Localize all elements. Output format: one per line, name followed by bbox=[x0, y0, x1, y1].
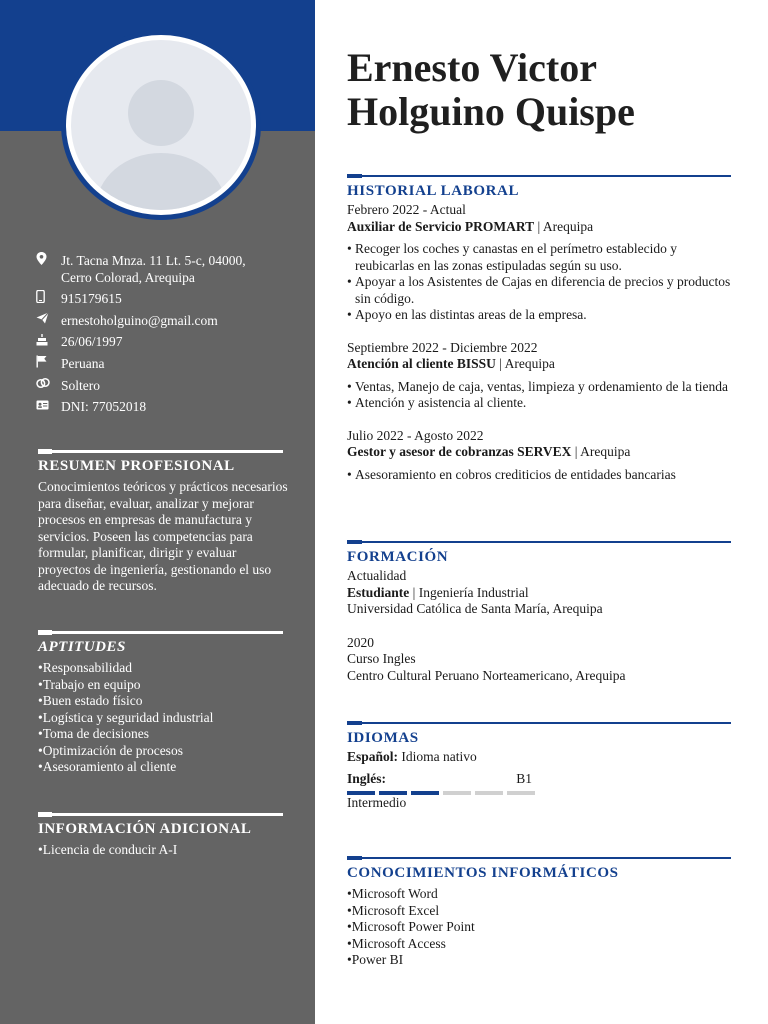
job-duties bbox=[347, 241, 732, 324]
id-card-icon bbox=[36, 398, 61, 415]
languages-divider bbox=[347, 722, 731, 724]
list-item: • Licencia de conducir A-I bbox=[38, 842, 288, 859]
avatar bbox=[61, 30, 261, 220]
job-dates: Septiembre 2022 - Diciembre 2022 bbox=[347, 339, 538, 355]
list-item: • Recoger los coches y canastas en el perímetro establecido y reubicarlas en las zonas estipuladas según su uso. bbox=[347, 241, 732, 274]
job-separator: | bbox=[495, 356, 505, 371]
job-dates: Febrero 2022 - Actual bbox=[347, 202, 466, 217]
job-role: Gestor y asesor de cobranzas SERVEX bbox=[347, 444, 572, 459]
skills-section bbox=[38, 631, 288, 776]
list-item: • Apoyo en las distintas areas de la empresa. bbox=[347, 307, 732, 324]
level-segment-filled bbox=[411, 791, 439, 795]
contact-birthdate bbox=[36, 333, 296, 351]
job-separator: | bbox=[534, 218, 543, 234]
dni-number: DNI: 77052018 bbox=[61, 399, 147, 414]
skills-list bbox=[38, 660, 288, 776]
skills-divider bbox=[38, 631, 283, 634]
education-institution: Universidad Católica de Santa María, Arequipa bbox=[347, 601, 603, 616]
work-history-section bbox=[347, 175, 732, 499]
summary-title: RESUMEN PROFESIONAL bbox=[38, 458, 235, 474]
contact-phone bbox=[36, 290, 296, 308]
job-entry bbox=[347, 340, 732, 412]
languages-title: IDIOMAS bbox=[347, 730, 419, 746]
additional-list bbox=[38, 842, 288, 859]
contact-address bbox=[36, 252, 296, 286]
english-level-code: B1 bbox=[516, 770, 532, 786]
marital-status: Soltero bbox=[61, 378, 100, 393]
job-entry bbox=[347, 202, 732, 324]
education-separator: | bbox=[409, 584, 419, 600]
address-line-1: Jt. Tacna Mnza. 11 Lt. 5-c, 04000, bbox=[61, 253, 246, 268]
work-divider bbox=[347, 175, 731, 177]
email-address: ernestoholguino@gmail.com bbox=[61, 313, 218, 328]
english-label: Inglés: bbox=[347, 770, 387, 786]
education-title: FORMACIÓN bbox=[347, 549, 449, 565]
avatar-placeholder-icon bbox=[71, 40, 251, 210]
work-title: HISTORIAL LABORAL bbox=[347, 183, 520, 199]
name-line-2: Holguino Quispe bbox=[347, 89, 635, 134]
contact-nationality bbox=[36, 355, 296, 373]
level-segment-empty bbox=[443, 791, 471, 795]
birthday-cake-icon bbox=[36, 333, 61, 351]
level-segment-empty bbox=[507, 791, 535, 795]
rings-icon bbox=[36, 377, 61, 394]
list-item: • Responsabilidad bbox=[38, 660, 288, 677]
candidate-name bbox=[347, 46, 747, 134]
education-degree: Estudiante bbox=[347, 584, 410, 600]
languages-section bbox=[347, 722, 732, 812]
skills-title: APTITUDES bbox=[38, 639, 126, 655]
phone-number: 915179615 bbox=[61, 291, 122, 306]
job-duties bbox=[347, 379, 732, 412]
contact-dni bbox=[36, 398, 296, 415]
list-item: • Optimización de procesos bbox=[38, 743, 288, 760]
summary-section bbox=[38, 450, 288, 595]
tech-list bbox=[347, 886, 732, 969]
list-item: • Asesoramiento al cliente bbox=[38, 759, 288, 776]
list-item: • Ventas, Manejo de caja, ventas, limpieza y ordenamiento de la tienda bbox=[347, 379, 732, 396]
list-item: • Power BI bbox=[347, 952, 732, 969]
mobile-phone-icon bbox=[36, 290, 61, 308]
education-field: Ingeniería Industrial bbox=[418, 584, 529, 600]
name-line-1: Ernesto Victor bbox=[347, 45, 597, 90]
list-item: • Logística y seguridad industrial bbox=[38, 710, 288, 727]
job-dates: Julio 2022 - Agosto 2022 bbox=[347, 427, 484, 443]
sidebar bbox=[0, 0, 315, 1024]
job-location: Arequipa bbox=[580, 444, 631, 459]
contact-list bbox=[36, 252, 296, 419]
list-item: • Apoyar a los Asistentes de Cajas en diferencia de precios y productos sin código. bbox=[347, 274, 732, 307]
level-segment-empty bbox=[475, 791, 503, 795]
address-line-2: Cerro Colorad, Arequipa bbox=[61, 270, 195, 285]
list-item: • Atención y asistencia al cliente. bbox=[347, 395, 732, 412]
contact-email bbox=[36, 312, 296, 329]
list-item: • Microsoft Excel bbox=[347, 903, 732, 920]
list-item: • Microsoft Access bbox=[347, 936, 732, 953]
native-language-label: Español: bbox=[347, 749, 399, 764]
list-item: • Microsoft Power Point bbox=[347, 919, 732, 936]
send-icon bbox=[36, 312, 61, 329]
additional-divider bbox=[38, 813, 283, 816]
additional-title: INFORMACIÓN ADICIONAL bbox=[38, 821, 252, 837]
contact-marital-status bbox=[36, 377, 296, 394]
job-duties bbox=[347, 467, 732, 484]
education-section bbox=[347, 541, 732, 684]
education-institution: Centro Cultural Peruano Norteamericano, Arequipa bbox=[347, 667, 626, 683]
job-location: Arequipa bbox=[542, 218, 594, 234]
job-entry bbox=[347, 428, 732, 484]
list-item: • Toma de decisiones bbox=[38, 726, 288, 743]
summary-divider bbox=[38, 450, 283, 453]
job-role: Atención al cliente BISSU bbox=[347, 356, 496, 371]
list-item: • Asesoramiento en cobros crediticios de entidades bancarias bbox=[347, 467, 732, 484]
summary-text: Conocimientos teóricos y prácticos necesarios para diseñar, evaluar, analizar y mejorar procesos en empresas de manufactura y servicios. Poseen las competencias para formular, planificar, dirigir y evaluar proyectos de ingeniería, gestionando el uso adecuado de recursos. bbox=[38, 479, 288, 593]
native-language-value: Idioma nativo bbox=[401, 749, 477, 764]
job-location: Arequipa bbox=[504, 356, 555, 371]
job-role: Auxiliar de Servicio PROMART bbox=[347, 218, 535, 234]
education-date: Actualidad bbox=[347, 568, 407, 583]
list-item: • Trabajo en equipo bbox=[38, 677, 288, 694]
education-course: Curso Ingles bbox=[347, 651, 416, 666]
flag-icon bbox=[36, 355, 61, 373]
list-item: • Microsoft Word bbox=[347, 886, 732, 903]
tech-skills-section bbox=[347, 857, 732, 969]
birthdate: 26/06/1997 bbox=[61, 334, 123, 349]
english-level-text: Intermedio bbox=[347, 795, 407, 810]
nationality: Peruana bbox=[61, 356, 105, 371]
tech-title: CONOCIMIENTOS INFORMÁTICOS bbox=[347, 865, 619, 881]
additional-section bbox=[38, 813, 288, 859]
education-date: 2020 bbox=[347, 634, 374, 650]
tech-divider bbox=[347, 857, 731, 859]
job-separator: | bbox=[571, 444, 581, 459]
location-pin-icon bbox=[36, 252, 61, 270]
list-item: • Buen estado físico bbox=[38, 693, 288, 710]
education-divider bbox=[347, 541, 731, 543]
